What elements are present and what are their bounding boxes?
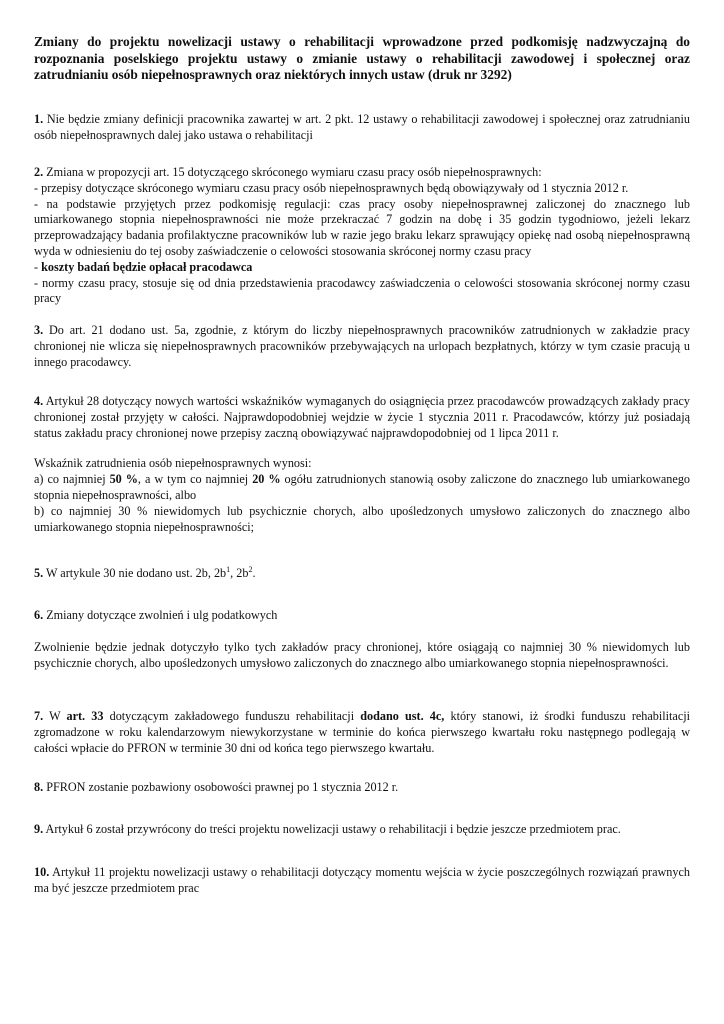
item-a-text: a) co najmniej <box>34 472 110 487</box>
item-b: b) co najmniej 30 % niewidomych lub psychicznie chorych, albo upośledzonych umysłowo zaliczonych do znacznego albo umiarkowanego stopnia niepełnosprawności; <box>34 503 690 534</box>
bullet-line: - na podstawie przyjętych przez podkomisję regulacji: czas pracy osoby niepełnosprawnej zaliczonej do znacznego lub umiarkowanego stopnia niepełnosprawności nie może przekraczać 7 godzin na dobę i 35 godzin tygodniowo, jeżeli lekarz przeprowadzający badania profilaktyczne pracowników lub w razie jego braku lekarz sprawujący opiekę nad osobą niepełnosprawną wyda w odniesieniu do tej osoby zaświadczenie o celowości stosowania skróconej normy czasu pracy <box>34 196 690 258</box>
section-1 <box>34 112 690 144</box>
section-text: PFRON zostanie pozbawiony osobowości prawnej po 1 stycznia 2012 r. <box>43 780 399 794</box>
section-text: W artykule 30 nie dodano ust. 2b, 2b <box>43 566 227 580</box>
section-text: W <box>43 709 67 723</box>
section-text: Artykuł 6 został przywrócony do treści projektu nowelizacji ustawy o rehabilitacji i będzie jeszcze przedmiotem prac. <box>43 822 621 836</box>
section-text: Nie będzie zmiany definicji pracownika zawartej w art. 2 pkt. 12 ustawy o rehabilitacji zawodowej i społecznej oraz zatrudnianiu osób niepełnosprawnych dalej jako ustawa o rehabilitacji <box>34 112 690 142</box>
bullet-line: - przepisy dotyczące skróconego wymiaru czasu pracy osób niepełnosprawnych będą obowiązywały od 1 stycznia 2012 r. <box>34 180 629 195</box>
section-number: 9. <box>34 822 44 836</box>
item-a-text: ogółu zatrudnionych stanowią osoby zaliczone do znacznego lub umiarkowanego stopnia niepełnosprawności, albo <box>34 472 691 502</box>
bold-reference: art. 33 <box>66 709 104 723</box>
bullet-line: - normy czasu pracy, stosuje się od dnia przedstawienia pracodawcy zaświadczenia o celowości stosowania skróconej normy czasu pracy <box>34 275 690 306</box>
section-heading: Zmiany dotyczące zwolnień i ulg podatkowych <box>43 608 278 622</box>
item-a-text: , a w tym co najmniej <box>137 472 253 487</box>
section-number: 2. <box>34 165 44 179</box>
superscript: 1 <box>226 564 231 574</box>
section-4 <box>34 394 690 535</box>
item-a-bold-value: 20 % <box>252 472 281 487</box>
section-number: 8. <box>34 780 44 794</box>
section-text: , 2b <box>230 566 249 580</box>
section-text: . <box>252 566 256 580</box>
section-number: 3. <box>34 323 44 337</box>
bold-reference: dodano ust. 4c, <box>360 709 445 723</box>
section-text: który stanowi, iż środki funduszu rehabilitacji zgromadzone w roku kalendarzowym niewykorzystane w terminie do końca pierwszego kwartału roku następnego podlegają w całości wpłacie do PFRON w terminie 30 dni od końca tego pierwszego kwartału. <box>34 709 691 755</box>
section-6 <box>34 608 690 671</box>
section-number: 10. <box>34 865 50 879</box>
section-number: 5. <box>34 566 44 580</box>
section-7 <box>34 709 690 756</box>
section-intro: Zmiana w propozycji art. 15 dotyczącego skróconego wymiaru czasu pracy osób niepełnosprawnych: <box>43 165 542 179</box>
section-3 <box>34 323 690 370</box>
section-number: 7. <box>34 709 44 723</box>
bold-bullet-text: koszty badań będzie opłacał pracodawca <box>41 259 253 274</box>
section-text: Artykuł 11 projektu nowelizacji ustawy o rehabilitacji dotyczący momentu wejścia w życie poszczególnych rozwiązań prawnych ma być jeszcze przedmiotem prac <box>34 865 690 895</box>
section-text: Zwolnienie będzie jednak dotyczyło tylko tych zakładów pracy chronionej, które osiągają co najmniej 30 % niewidomych lub psychicznie chorych, albo upośledzonych umysłowo zaliczonych do znacznego albo umiarkowanego stopnia niepełnosprawności. <box>34 639 690 670</box>
section-text: Do art. 21 dodano ust. 5a, zgodnie, z którym do liczby niepełnosprawnych pracowników zatrudnionych w zakładzie pracy chronionej nie wlicza się niepełnosprawnych pracowników przebywających na urlopach bezpłatnych, którzy w tym czasie pracują u innego pracodawcy. <box>34 323 690 369</box>
superscript: 2 <box>248 564 253 574</box>
section-number: 6. <box>34 608 44 622</box>
section-number: 1. <box>34 112 44 126</box>
section-9 <box>34 822 690 838</box>
section-2 <box>34 165 690 307</box>
section-10 <box>34 865 690 897</box>
section-text: dotyczącym zakładowego funduszu rehabilitacji <box>103 709 361 723</box>
section-number: 4. <box>34 394 44 408</box>
indicator-heading: Wskaźnik zatrudnienia osób niepełnosprawnych wynosi: <box>34 456 312 471</box>
bullet-prefix: - <box>34 259 42 274</box>
section-8 <box>34 780 690 796</box>
section-text: Artykuł 28 dotyczący nowych wartości wskaźników wymaganych do osiągnięcia przez pracodawców prowadzących zakłady pracy chronionej został przyjęty w całości. Najprawdopodobniej wejdzie w życie 1 stycznia 2011 r. Pracodawców, którzy już posiadają status zakładu pracy chronionej nowe przepisy zaczną obowiązywać najprawdopodobniej od 1 lipca 2011 r. <box>34 394 690 440</box>
document-title: Zmiany do projektu nowelizacji ustawy o rehabilitacji wprowadzone przed podkomisję nadzwyczajną do rozpoznania poselskiego projektu ustawy o zmianie ustawy o rehabilitacji zawodowej i społecznej oraz zatrudnianiu osób niepełnosprawnych oraz niektórych innych ustaw (druk nr 3292) <box>34 34 690 82</box>
item-a-bold-value: 50 % <box>109 472 138 487</box>
section-5 <box>34 566 690 582</box>
